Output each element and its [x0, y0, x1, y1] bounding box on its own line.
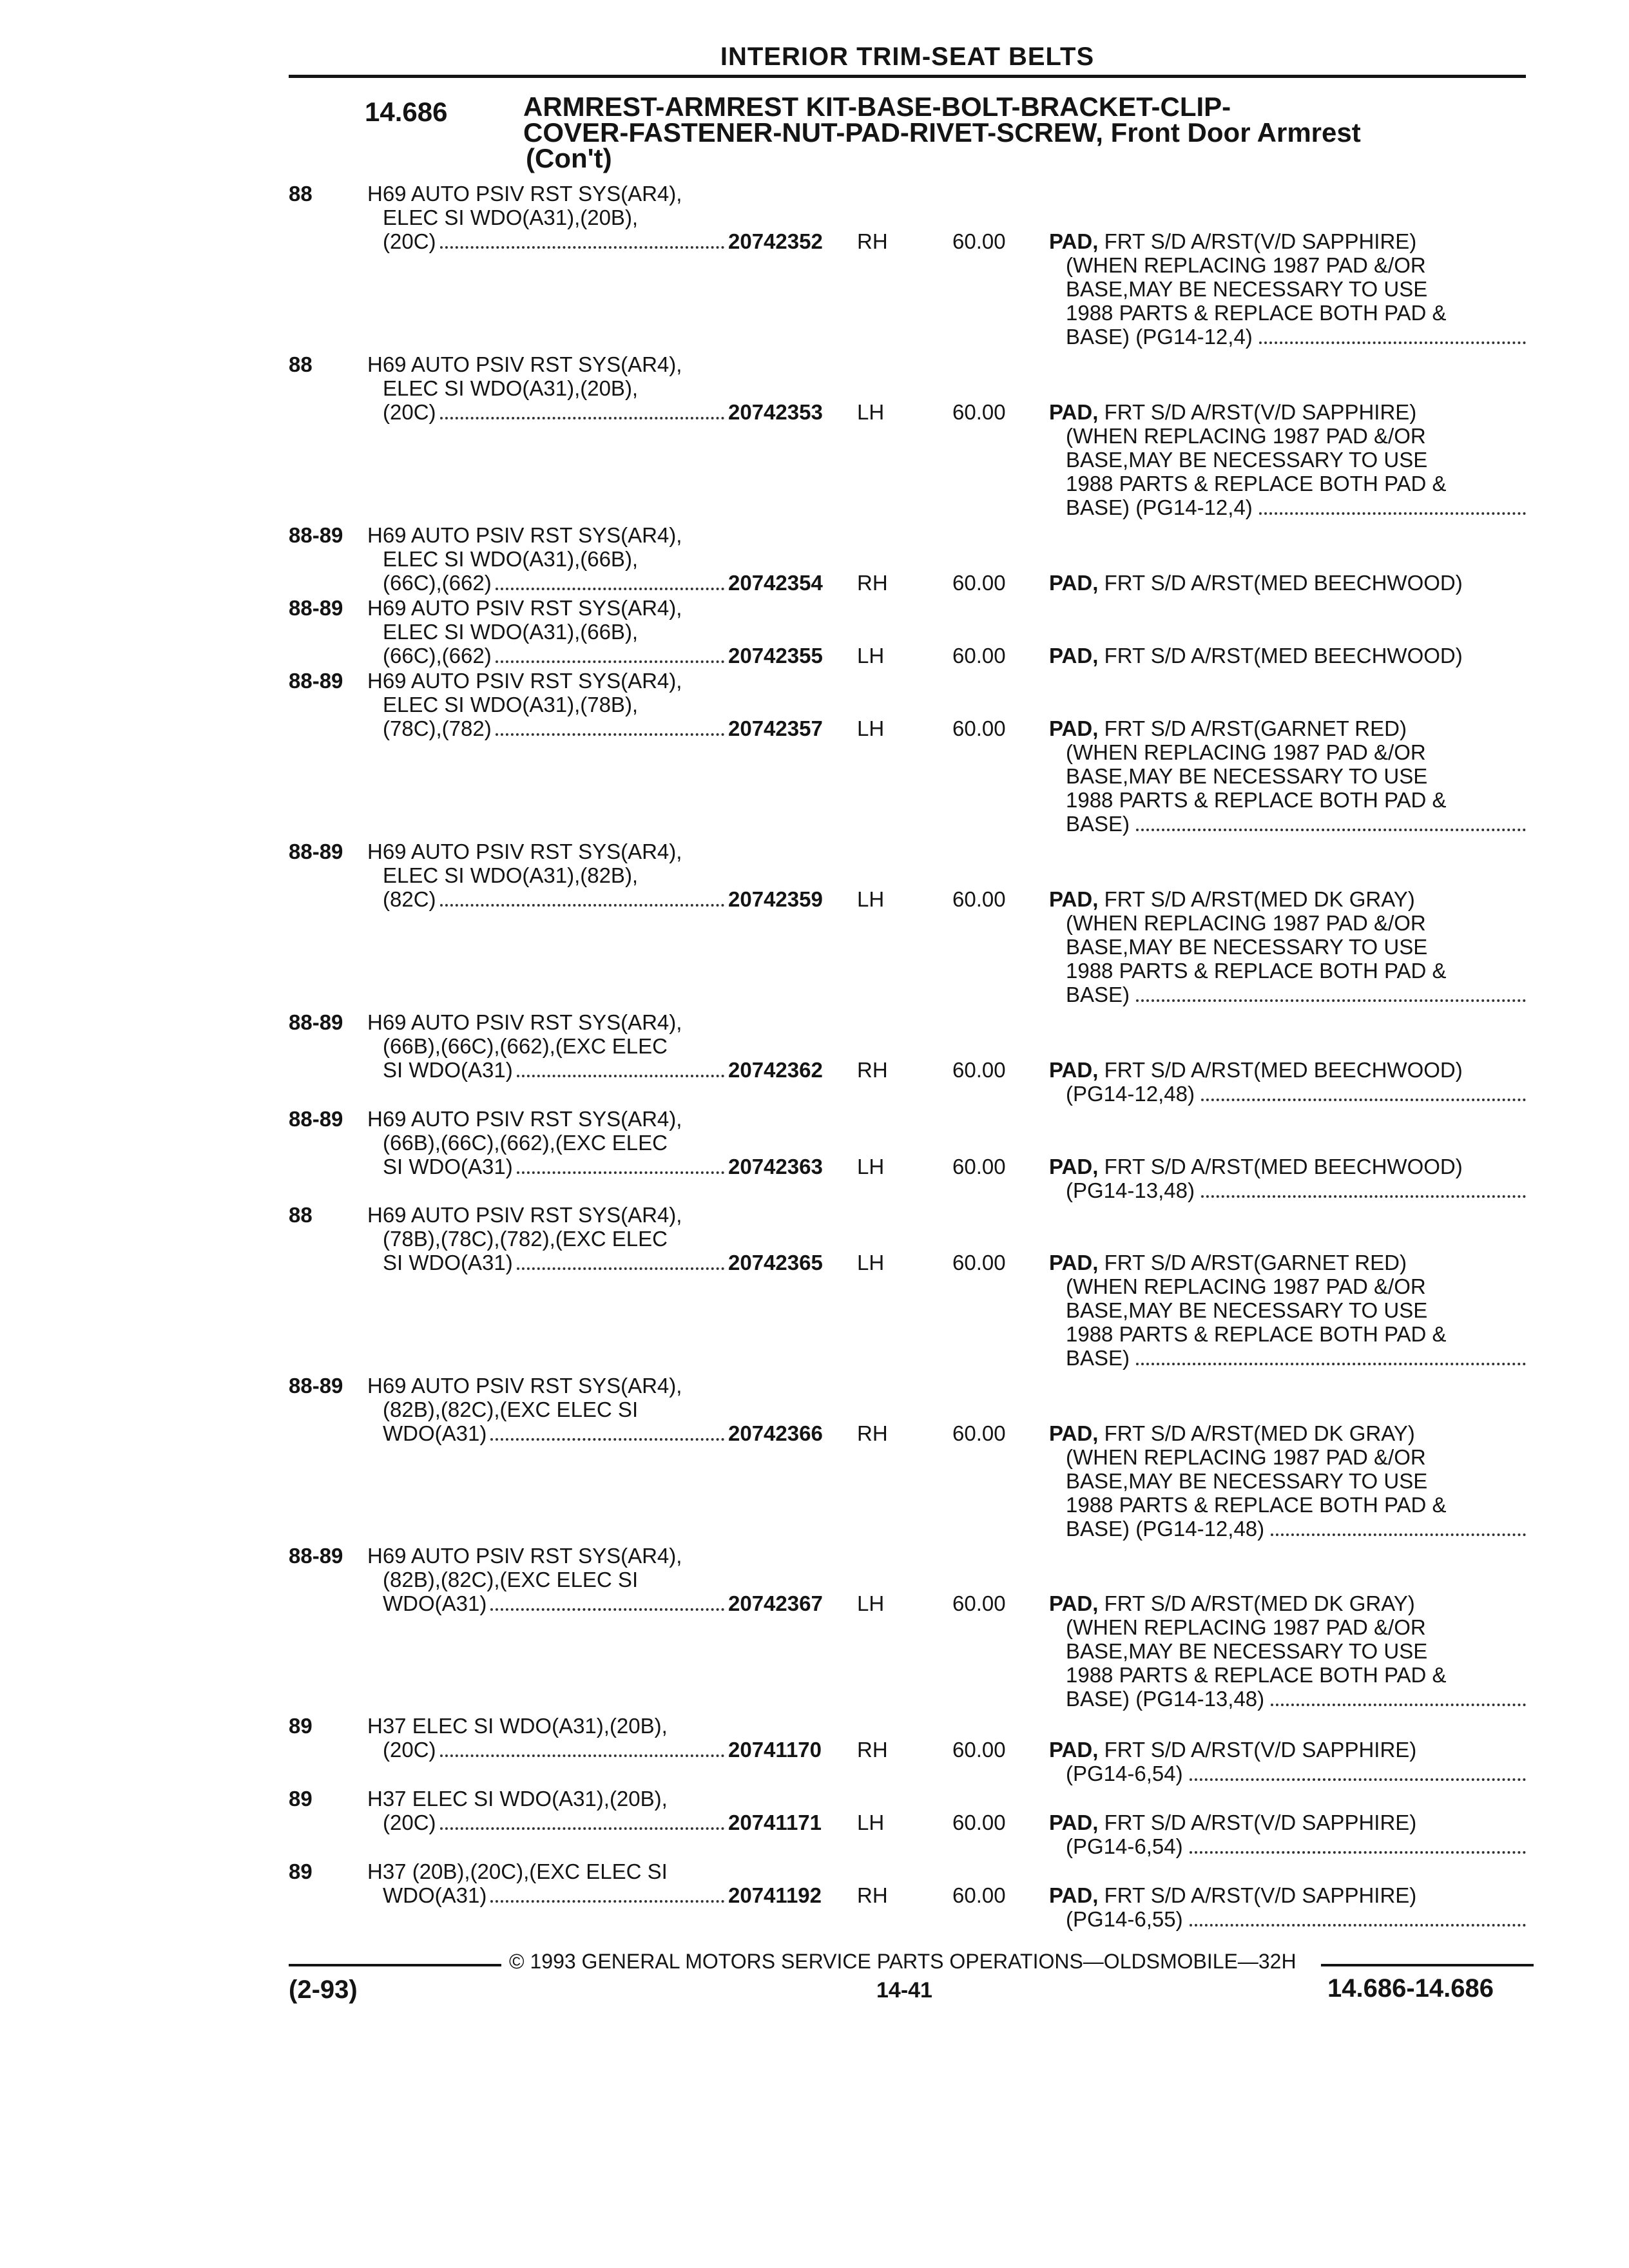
dot-leader	[440, 229, 724, 249]
part-number: 20741192	[728, 1883, 822, 1907]
application-line: (66B),(66C),(662),(EXC ELEC	[383, 1034, 668, 1058]
dot-leader	[517, 1155, 724, 1174]
description-text: FRT S/D A/RST(V/D SAPPHIRE)	[1104, 1738, 1417, 1762]
model-year: 89	[289, 1860, 313, 1883]
section-number: 14.686	[365, 97, 448, 127]
model-year: 88-89	[289, 840, 343, 863]
description-line: BASE,MAY BE NECESSARY TO USE	[1066, 448, 1428, 472]
description-text: BASE)	[1066, 812, 1130, 836]
page-title: INTERIOR TRIM-SEAT BELTS	[720, 43, 1095, 71]
model-year: 89	[289, 1714, 313, 1738]
application-text: WDO(A31)	[383, 1883, 487, 1907]
description-text: FRT S/D A/RST(MED BEECHWOOD)	[1104, 644, 1463, 668]
quantity: 60.00	[952, 1155, 1006, 1178]
application-line: ELEC SI WDO(A31),(66B),	[383, 620, 639, 644]
description-line: 1988 PARTS & REPLACE BOTH PAD &	[1066, 1663, 1447, 1687]
part-number: 20742365	[728, 1251, 823, 1274]
application-line: H69 AUTO PSIV RST SYS(AR4),	[367, 1203, 682, 1227]
side: RH	[857, 1058, 888, 1082]
application	[367, 1374, 728, 1445]
description-text: BASE) (PG14-12,4)	[1066, 325, 1253, 349]
quantity: 60.00	[952, 400, 1006, 424]
description-text: FRT S/D A/RST(MED BEECHWOOD)	[1104, 1058, 1463, 1082]
application-line: H69 AUTO PSIV RST SYS(AR4),	[367, 669, 682, 693]
application-text: (66C),(662)	[383, 644, 492, 668]
description-line: 1988 PARTS & REPLACE BOTH PAD &	[1066, 472, 1447, 495]
description-text: (PG14-6,55)	[1066, 1907, 1183, 1931]
application	[367, 1203, 728, 1274]
side: RH	[857, 1883, 888, 1907]
description-line: (WHEN REPLACING 1987 PAD &/OR	[1066, 1445, 1426, 1469]
application-line	[367, 1591, 728, 1615]
application-line: H37 (20B),(20C),(EXC ELEC SI	[367, 1860, 668, 1883]
side: LH	[857, 1591, 885, 1615]
description-text: (PG14-6,54)	[1066, 1762, 1183, 1785]
application-line: (78B),(78C),(782),(EXC ELEC	[383, 1227, 668, 1251]
description-text: FRT S/D A/RST(GARNET RED)	[1104, 716, 1407, 740]
dot-leader	[1201, 1178, 1526, 1198]
dot-leader	[1271, 1517, 1526, 1536]
part-number: 20742366	[728, 1421, 823, 1445]
description-line: BASE,MAY BE NECESSARY TO USE	[1066, 277, 1428, 301]
application-line	[367, 571, 728, 595]
side: RH	[857, 229, 888, 253]
description-text: FRT S/D A/RST(MED BEECHWOOD)	[1104, 1155, 1463, 1178]
application	[367, 1107, 728, 1178]
side: RH	[857, 1738, 888, 1762]
application-line: (82B),(82C),(EXC ELEC SI	[383, 1398, 639, 1421]
description	[1049, 1058, 1526, 1106]
description-line	[1049, 1591, 1526, 1615]
dot-leader	[440, 887, 724, 907]
application	[367, 182, 728, 253]
application-line: H69 AUTO PSIV RST SYS(AR4),	[367, 1107, 682, 1131]
description-line	[1049, 1907, 1526, 1931]
part-number: 20742352	[728, 229, 823, 253]
dot-leader	[1190, 1907, 1526, 1927]
description	[1049, 229, 1526, 349]
description-line: 1988 PARTS & REPLACE BOTH PAD &	[1066, 301, 1447, 325]
description-line	[1049, 716, 1526, 740]
dot-leader	[1259, 495, 1526, 515]
dot-leader	[1190, 1834, 1526, 1854]
model-year: 88-89	[289, 1544, 343, 1568]
application-line: ELEC SI WDO(A31),(20B),	[383, 206, 639, 229]
dot-leader	[490, 1421, 724, 1441]
dot-leader	[517, 1251, 724, 1270]
quantity: 60.00	[952, 1058, 1006, 1082]
dot-leader	[490, 1883, 724, 1903]
quantity: 60.00	[952, 571, 1006, 595]
description-line	[1049, 1883, 1526, 1907]
model-year: 88	[289, 1203, 313, 1227]
application-line	[367, 1883, 728, 1907]
description-text: FRT S/D A/RST(GARNET RED)	[1104, 1251, 1407, 1274]
description-line: (WHEN REPLACING 1987 PAD &/OR	[1066, 424, 1426, 448]
dot-leader	[1190, 1762, 1526, 1781]
description-head: PAD,	[1049, 1591, 1099, 1615]
dot-leader	[1136, 983, 1526, 1002]
side: LH	[857, 716, 885, 740]
description-text: FRT S/D A/RST(MED BEECHWOOD)	[1104, 571, 1463, 595]
description-line: 1988 PARTS & REPLACE BOTH PAD &	[1066, 1322, 1447, 1346]
application	[367, 523, 728, 595]
application-text: (20C)	[383, 229, 436, 253]
application	[367, 352, 728, 424]
description	[1049, 1421, 1526, 1541]
application-line	[367, 1058, 728, 1082]
application-text: WDO(A31)	[383, 1591, 487, 1615]
description-text: BASE) (PG14-12,4)	[1066, 495, 1253, 519]
quantity: 60.00	[952, 1251, 1006, 1274]
dot-leader	[1271, 1687, 1526, 1706]
application-line: H69 AUTO PSIV RST SYS(AR4),	[367, 523, 682, 547]
application	[367, 596, 728, 668]
dot-leader	[1136, 812, 1526, 831]
dot-leader	[1201, 1082, 1526, 1101]
dot-leader	[496, 644, 724, 663]
description-head: PAD,	[1049, 887, 1099, 911]
part-number: 20741170	[728, 1738, 822, 1762]
model-year: 88	[289, 182, 313, 206]
description	[1049, 644, 1526, 668]
description-text: BASE)	[1066, 983, 1130, 1006]
application-text: WDO(A31)	[383, 1421, 487, 1445]
part-number: 20742359	[728, 887, 823, 911]
application-line	[367, 1421, 728, 1445]
part-number: 20742357	[728, 716, 823, 740]
application-line: H69 AUTO PSIV RST SYS(AR4),	[367, 1374, 682, 1398]
description	[1049, 1738, 1526, 1785]
application-line: (82B),(82C),(EXC ELEC SI	[383, 1568, 639, 1591]
quantity: 60.00	[952, 716, 1006, 740]
description-line: (WHEN REPLACING 1987 PAD &/OR	[1066, 1274, 1426, 1298]
application-line: H69 AUTO PSIV RST SYS(AR4),	[367, 1010, 682, 1034]
description-line	[1049, 229, 1526, 253]
description-line	[1049, 1834, 1526, 1858]
footer-date-code: (2-93)	[289, 1975, 358, 2004]
part-number: 20741171	[728, 1811, 822, 1834]
description-line	[1049, 644, 1526, 668]
quantity: 60.00	[952, 887, 1006, 911]
application-line: H69 AUTO PSIV RST SYS(AR4),	[367, 182, 682, 206]
model-year: 89	[289, 1787, 313, 1811]
footer-rule-left	[289, 1964, 501, 1966]
description-text: BASE) (PG14-13,48)	[1066, 1687, 1265, 1711]
application-text: (78C),(782)	[383, 716, 492, 740]
quantity: 60.00	[952, 229, 1006, 253]
footer-rule-right	[1321, 1964, 1534, 1966]
quantity: 60.00	[952, 1883, 1006, 1907]
application	[367, 840, 728, 911]
application-line	[367, 1251, 728, 1274]
application-line	[367, 229, 728, 253]
application-line: ELEC SI WDO(A31),(82B),	[383, 863, 639, 887]
side: LH	[857, 1811, 885, 1834]
description-line: 1988 PARTS & REPLACE BOTH PAD &	[1066, 959, 1447, 983]
description-line	[1049, 1421, 1526, 1445]
part-number: 20742354	[728, 571, 823, 595]
description	[1049, 571, 1526, 595]
side: LH	[857, 1155, 885, 1178]
part-number: 20742355	[728, 644, 823, 668]
side: RH	[857, 571, 888, 595]
description-line	[1049, 1811, 1526, 1834]
description-head: PAD,	[1049, 1155, 1099, 1178]
part-number: 20742362	[728, 1058, 823, 1082]
description-head: PAD,	[1049, 644, 1099, 668]
description-head: PAD,	[1049, 1251, 1099, 1274]
application-line	[367, 644, 728, 668]
description	[1049, 1811, 1526, 1858]
description-line	[1049, 1082, 1526, 1106]
application-text: (20C)	[383, 400, 436, 424]
dot-leader	[496, 716, 724, 736]
side: RH	[857, 1421, 888, 1445]
application-line: H37 ELEC SI WDO(A31),(20B),	[367, 1787, 668, 1811]
dot-leader	[1259, 325, 1526, 344]
application-line: ELEC SI WDO(A31),(66B),	[383, 547, 639, 571]
description	[1049, 1251, 1526, 1370]
description-text: BASE)	[1066, 1346, 1130, 1370]
description-text: (PG14-12,48)	[1066, 1082, 1195, 1106]
description-head: PAD,	[1049, 1811, 1099, 1834]
dot-leader	[440, 1811, 724, 1830]
application-line: H69 AUTO PSIV RST SYS(AR4),	[367, 840, 682, 863]
dot-leader	[440, 1738, 724, 1757]
description-text: FRT S/D A/RST(V/D SAPPHIRE)	[1104, 400, 1417, 424]
description-line	[1049, 887, 1526, 911]
model-year: 88-89	[289, 1107, 343, 1131]
description-line: (WHEN REPLACING 1987 PAD &/OR	[1066, 911, 1426, 935]
model-year: 88-89	[289, 669, 343, 693]
quantity: 60.00	[952, 1421, 1006, 1445]
model-year: 88-89	[289, 1374, 343, 1398]
description-head: PAD,	[1049, 1421, 1099, 1445]
description-head: PAD,	[1049, 400, 1099, 424]
description-text: FRT S/D A/RST(V/D SAPPHIRE)	[1104, 1883, 1417, 1907]
description-head: PAD,	[1049, 229, 1099, 253]
description-line: (WHEN REPLACING 1987 PAD &/OR	[1066, 1615, 1426, 1639]
description-line	[1049, 1155, 1526, 1178]
description-text: (PG14-13,48)	[1066, 1178, 1195, 1202]
description-head: PAD,	[1049, 1058, 1099, 1082]
section-title-line: (Con't)	[526, 143, 612, 173]
quantity: 60.00	[952, 1738, 1006, 1762]
description-line: BASE,MAY BE NECESSARY TO USE	[1066, 1298, 1428, 1322]
side: LH	[857, 1251, 885, 1274]
page-header	[289, 39, 1526, 78]
description-line	[1049, 400, 1526, 424]
application-line: H37 ELEC SI WDO(A31),(20B),	[367, 1714, 668, 1738]
description-line: (WHEN REPLACING 1987 PAD &/OR	[1066, 740, 1426, 764]
model-year: 88-89	[289, 596, 343, 620]
application-line	[367, 400, 728, 424]
description-line: BASE,MAY BE NECESSARY TO USE	[1066, 935, 1428, 959]
model-year: 88-89	[289, 1010, 343, 1034]
application-text: (66C),(662)	[383, 571, 492, 595]
application	[367, 1860, 728, 1907]
description-line	[1049, 325, 1526, 349]
description-head: PAD,	[1049, 571, 1099, 595]
description-line: 1988 PARTS & REPLACE BOTH PAD &	[1066, 1493, 1447, 1517]
application-line	[367, 716, 728, 740]
description-line: BASE,MAY BE NECESSARY TO USE	[1066, 1639, 1428, 1663]
quantity: 60.00	[952, 1591, 1006, 1615]
description-text: FRT S/D A/RST(MED DK GRAY)	[1104, 1591, 1415, 1615]
application-line: H69 AUTO PSIV RST SYS(AR4),	[367, 1544, 682, 1568]
description-line	[1049, 983, 1526, 1006]
application-text: SI WDO(A31)	[383, 1155, 513, 1178]
footer-section-range: 14.686-14.686	[1327, 1974, 1494, 2003]
description-text: (PG14-6,54)	[1066, 1834, 1183, 1858]
description-line	[1049, 1178, 1526, 1202]
description-text: FRT S/D A/RST(MED DK GRAY)	[1104, 1421, 1415, 1445]
description-text: FRT S/D A/RST(V/D SAPPHIRE)	[1104, 1811, 1417, 1834]
description-text: FRT S/D A/RST(V/D SAPPHIRE)	[1104, 229, 1417, 253]
description	[1049, 1591, 1526, 1711]
description	[1049, 716, 1526, 836]
description-line	[1049, 1251, 1526, 1274]
application	[367, 1787, 728, 1834]
footer-page-number: 14-41	[876, 1978, 932, 2003]
description	[1049, 1155, 1526, 1202]
quantity: 60.00	[952, 644, 1006, 668]
description-head: PAD,	[1049, 1883, 1099, 1907]
part-number: 20742353	[728, 400, 823, 424]
application	[367, 669, 728, 740]
footer-copyright: © 1993 GENERAL MOTORS SERVICE PARTS OPERATIONS—OLDSMOBILE—32H	[509, 1950, 1296, 1973]
application-line: ELEC SI WDO(A31),(78B),	[383, 693, 639, 716]
side: LH	[857, 887, 885, 911]
description-line	[1049, 1687, 1526, 1711]
dot-leader	[1136, 1346, 1526, 1365]
description-line: (WHEN REPLACING 1987 PAD &/OR	[1066, 253, 1426, 277]
dot-leader	[517, 1058, 724, 1077]
quantity: 60.00	[952, 1811, 1006, 1834]
description-line: BASE,MAY BE NECESSARY TO USE	[1066, 764, 1428, 788]
application-text: (20C)	[383, 1738, 436, 1762]
description-line	[1049, 1762, 1526, 1785]
section-title	[523, 91, 1490, 173]
application-text: SI WDO(A31)	[383, 1251, 513, 1274]
application-line	[367, 1155, 728, 1178]
description-line	[1049, 812, 1526, 836]
description-line: 1988 PARTS & REPLACE BOTH PAD &	[1066, 788, 1447, 812]
description-text: FRT S/D A/RST(MED DK GRAY)	[1104, 887, 1415, 911]
description	[1049, 400, 1526, 519]
application	[367, 1010, 728, 1082]
description-line	[1049, 1738, 1526, 1762]
part-number: 20742367	[728, 1591, 823, 1615]
part-number: 20742363	[728, 1155, 823, 1178]
description-line	[1049, 571, 1526, 595]
application-text: SI WDO(A31)	[383, 1058, 513, 1082]
application-text: (20C)	[383, 1811, 436, 1834]
side: LH	[857, 400, 885, 424]
section-title-line: COVER-FASTENER-NUT-PAD-RIVET-SCREW, Front Door Armrest	[523, 117, 1361, 148]
dot-leader	[496, 571, 724, 590]
description-line	[1049, 1517, 1526, 1541]
application-line: H69 AUTO PSIV RST SYS(AR4),	[367, 596, 682, 620]
application-line	[367, 1811, 728, 1834]
description	[1049, 887, 1526, 1006]
description-text: BASE) (PG14-12,48)	[1066, 1517, 1265, 1541]
application-line: (66B),(66C),(662),(EXC ELEC	[383, 1131, 668, 1155]
application-line	[367, 887, 728, 911]
model-year: 88	[289, 352, 313, 376]
model-year: 88-89	[289, 523, 343, 547]
dot-leader	[440, 400, 724, 419]
application-text: (82C)	[383, 887, 436, 911]
description	[1049, 1883, 1526, 1931]
section-title-line: ARMREST-ARMREST KIT-BASE-BOLT-BRACKET-CLIP-	[523, 91, 1231, 122]
dot-leader	[490, 1591, 724, 1611]
description-line: BASE,MAY BE NECESSARY TO USE	[1066, 1469, 1428, 1493]
application-line: H69 AUTO PSIV RST SYS(AR4),	[367, 352, 682, 376]
application	[367, 1714, 728, 1762]
side: LH	[857, 644, 885, 668]
description-line	[1049, 495, 1526, 519]
application-line	[367, 1738, 728, 1762]
description-line	[1049, 1058, 1526, 1082]
application-line: ELEC SI WDO(A31),(20B),	[383, 376, 639, 400]
description-head: PAD,	[1049, 1738, 1099, 1762]
application	[367, 1544, 728, 1615]
description-head: PAD,	[1049, 716, 1099, 740]
description-line	[1049, 1346, 1526, 1370]
